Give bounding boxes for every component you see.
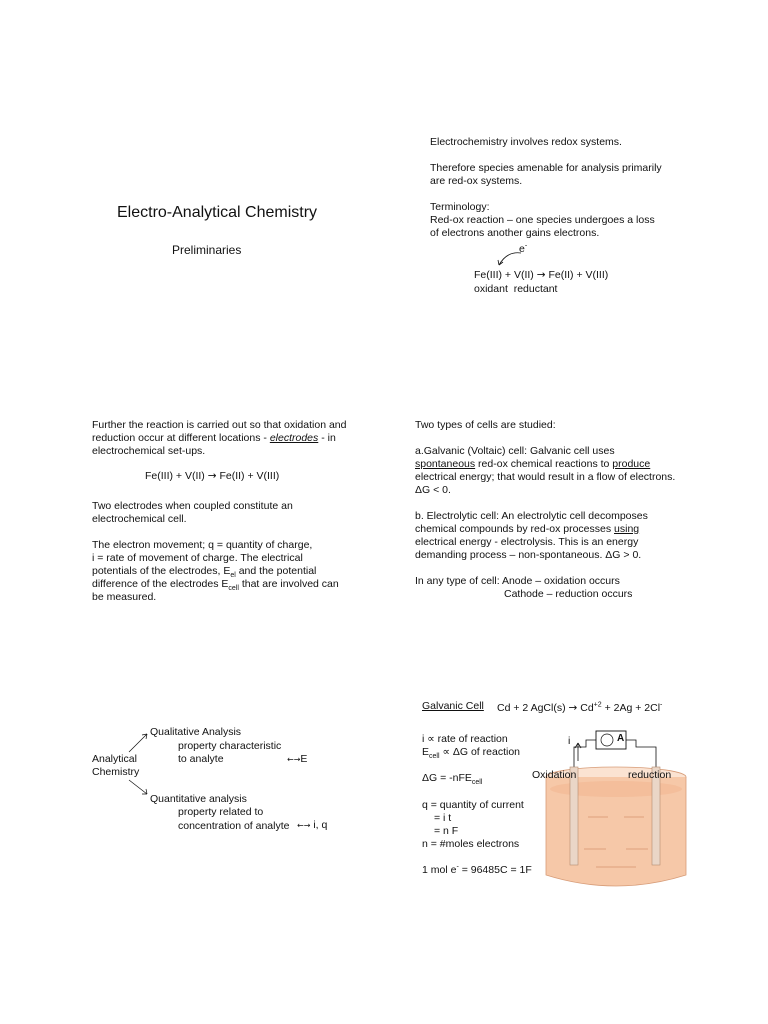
slide4-text	[415, 419, 715, 601]
slide3-p3c: potentials of the electrodes, $E_{el}$ and the potential	[92, 565, 317, 580]
galvanic-notes	[422, 733, 547, 877]
slide3-p3b: i = rate of movement of charge. The electrical	[92, 552, 303, 564]
slide2-term-heading: Terminology:	[430, 201, 490, 213]
slide4-a-line4: ΔG < 0.	[415, 484, 451, 496]
chemistry-label: Chemistry	[92, 766, 140, 778]
slide3-p3a: The electron movement; q = quantity of charge,	[92, 539, 313, 551]
note-deltag: ΔG = -nFE$_{cell}$	[422, 772, 483, 787]
slide4-intro: Two types of cells are studied:	[415, 419, 556, 431]
note-nf: = n F	[434, 825, 459, 837]
slide4-b-line2: chemical compounds by red-ox processes using	[415, 523, 640, 535]
slide3-text	[92, 419, 382, 604]
electron-transfer-arrow	[495, 249, 535, 269]
slide4-b-line4: demanding process – non-spontaneous. ΔG > 0.	[415, 549, 642, 561]
quantitative-line1: property related to	[178, 806, 264, 818]
slide2-text	[430, 136, 730, 240]
analytical-label: Analytical	[92, 753, 137, 765]
slide2-line1: Electrochemistry involves redox systems.	[430, 136, 622, 148]
slide1-title: Electro-Analytical Chemistry	[117, 204, 318, 221]
qualitative-line2: to analyte	[178, 753, 224, 765]
qualitative-title: Qualitative Analysis	[150, 726, 242, 738]
slide3-p2a: Two electrodes when coupled constitute an	[92, 500, 293, 512]
note-faraday: 1 mol e- = 96485C = 1F	[422, 863, 532, 876]
note-rate: i ∝ rate of reaction	[422, 733, 508, 745]
slide4-a-line1: a.Galvanic (Voltaic) cell: Galvanic cell uses	[415, 445, 615, 457]
ammeter-label: A	[617, 733, 625, 744]
slide4-b-line3: electrical energy - electrolysis. This is an energy	[415, 536, 639, 548]
oxidation-label: Oxidation	[532, 769, 577, 781]
note-ecell: $E_{cell} \propto \Delta G$ of reaction	[422, 746, 520, 761]
slide4-a-line2: spontaneous red-ox chemical reactions to produce	[415, 458, 651, 470]
slide2-line2b: are red-ox systems.	[430, 175, 523, 187]
slide4-c-line2: Cathode – reduction occurs	[504, 588, 633, 600]
slide2-equation: Fe(III) + V(II) → Fe(II) + V(III)	[474, 269, 609, 281]
galvanic-cell-figure	[540, 725, 700, 905]
galvanic-reaction: Cd + 2 AgCl(s) → $Cd^{+2} + 2Ag + 2Cl^-$	[497, 701, 663, 714]
electron-label: e-	[519, 242, 528, 255]
reduction-label: reduction	[628, 769, 672, 781]
current-label: i	[568, 735, 571, 747]
slide3-p1a: Further the reaction is carried out so that oxidation and	[92, 419, 347, 431]
quantitative-line2: concentration of analyte	[178, 820, 290, 832]
slide4-c-line1: In any type of cell: Anode – oxidation occurs	[415, 575, 620, 587]
slide2-term-line1: Red-ox reaction – one species undergoes a loss	[430, 214, 655, 226]
qualitative-relation: ←→E	[287, 753, 308, 765]
quantitative-relation: ←→ i, q	[297, 819, 328, 831]
note-n: n = #moles electrons	[422, 838, 520, 850]
slide3-p1c: electrochemical set-ups.	[92, 445, 206, 457]
slide3-p2b: electrochemical cell.	[92, 513, 187, 525]
slide3-p3e: be measured.	[92, 591, 157, 603]
slide4-b-line1: b. Electrolytic cell: An electrolytic cell decomposes	[415, 510, 648, 522]
galvanic-cell-heading: Galvanic Cell	[422, 700, 484, 712]
slide3-p1b: reduction occur at different locations - electrodes - in	[92, 432, 336, 444]
quantitative-title: Quantitative analysis	[150, 793, 247, 805]
slide3-p3d: difference of the electrodes $E_{cell}$ that are involved can	[92, 578, 339, 593]
slide2-term-line2: of electrons another gains electrons.	[430, 227, 600, 239]
slide2-eq-labels: oxidant reductant	[474, 283, 558, 295]
slide2-line2a: Therefore species amenable for analysis primarily	[430, 162, 662, 174]
slide4-a-line3: electrical energy; that would result in a flow of electrons.	[415, 471, 676, 483]
qualitative-line1: property characteristic	[178, 740, 282, 752]
slide3-equation: Fe(III) + V(II) → Fe(II) + V(III)	[145, 470, 280, 482]
branch-arrows	[127, 730, 157, 790]
note-q: q = quantity of current	[422, 799, 524, 811]
slide1-subtitle: Preliminaries	[172, 243, 242, 257]
note-it: = i t	[434, 812, 452, 824]
